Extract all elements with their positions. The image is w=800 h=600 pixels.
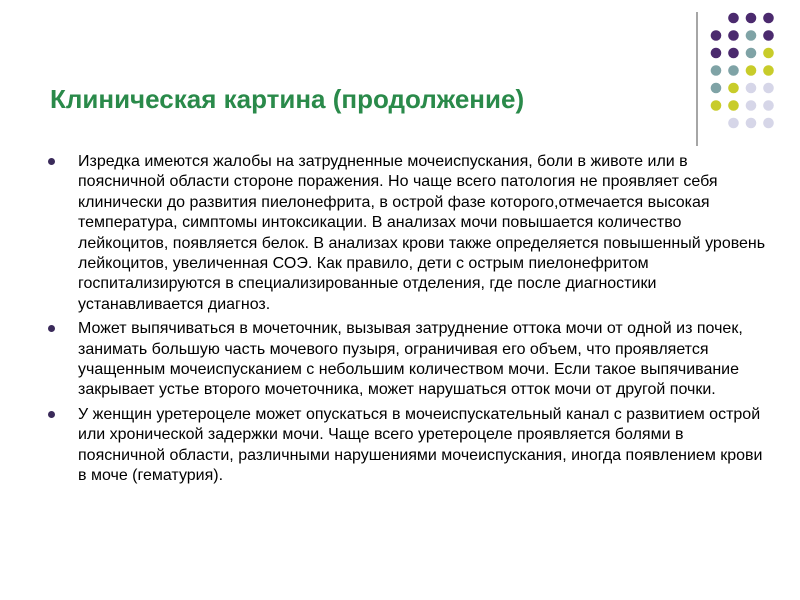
decorative-dot (728, 118, 739, 129)
decorative-dot (728, 48, 739, 59)
decorative-dot (728, 13, 739, 24)
decorative-dot (763, 83, 774, 94)
decorative-dot (728, 83, 739, 94)
decorative-dot (746, 118, 757, 129)
bullet-dot-icon (48, 158, 55, 165)
decorative-dot (746, 13, 757, 24)
slide-title: Клиническая картина (продолжение) (50, 84, 525, 114)
decorative-dot (763, 30, 774, 41)
bullet-list (48, 152, 768, 491)
bullet-text: Изредка имеются жалобы на затрудненные мочеиспускания, боли в животе или в поясничной области стороне поражения. Но чаще всего патология не проявляет себя клинически до развития пиелонефрита, в острой фазе которого,отмечается высокая температура, симптомы интоксикации. В анализах мочи повышается количество лейкоцитов, появляется белок. В анализах крови также определяется повышенный уровень лейкоцитов, увеличенная СОЭ. Как правило, дети с острым пиелонефритом госпитализируются в специализированные отделения, где после диагностики устанавливается диагноз. (78, 153, 766, 313)
decorative-dot (711, 83, 722, 94)
decorative-dot (746, 100, 757, 111)
decorative-vertical-divider (696, 12, 698, 146)
decorative-dot (746, 30, 757, 41)
decorative-dot (711, 65, 722, 76)
decorative-dot (763, 100, 774, 111)
decorative-dot (746, 65, 757, 76)
decorative-dot (711, 48, 722, 59)
decorative-dot (728, 30, 739, 41)
decorative-dot (711, 30, 722, 41)
bullet-item (48, 319, 768, 401)
bullet-text: Может выпячиваться в мочеточник, вызывая затруднение оттока мочи от одной из почек, занимать большую часть мочевого пузыря, ограничивая его объем, что проявляется учащенным мочеиспусканием с небольшим количеством мочи. Если такое выпячивание закрывает устье второго мочеточника, может нарушаться отток мочи от другой почки. (78, 320, 743, 399)
decorative-dot (763, 65, 774, 76)
decorative-dot (746, 48, 757, 59)
bullet-item (48, 152, 768, 315)
decorative-dot (746, 83, 757, 94)
decorative-dot (728, 100, 739, 111)
bullet-dot-icon (48, 411, 55, 418)
decorative-dot-grid (0, 0, 800, 160)
decorative-dot (763, 13, 774, 24)
bullet-dot-icon (48, 325, 55, 332)
decorative-dot (711, 100, 722, 111)
decorative-dot (763, 118, 774, 129)
bullet-item (48, 405, 768, 487)
decorative-dot (763, 48, 774, 59)
decorative-dot (728, 65, 739, 76)
bullet-text: У женщин уретероцеле может опускаться в мочеиспускательный канал с развитием острой или хронической задержки мочи. Чаще всего уретероцеле проявляется болями в поясничной области, различными нарушениями мочеиспускания, иногда появлением крови в моче (гематурия). (78, 405, 763, 485)
